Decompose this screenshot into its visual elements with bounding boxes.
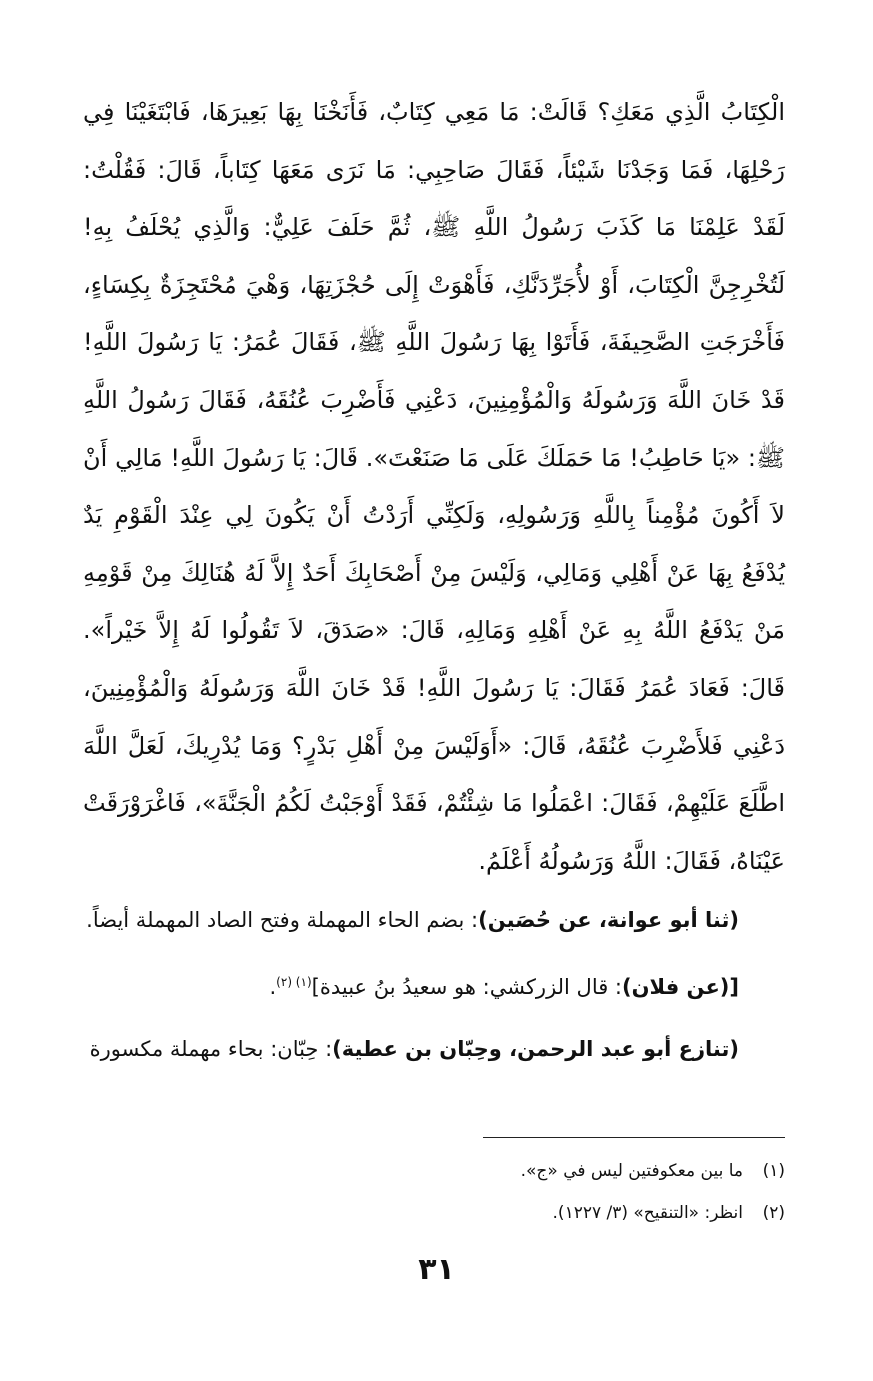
footnote-number: (٢): [762, 1203, 785, 1223]
hadith-paragraph: الْكِتَابُ الَّذِي مَعَكِ؟ قَالَتْ: مَا مَعِي كِتَابٌ، فَأَنَخْنَا بِهَا بَعِيرَهَا، فَابْتَغَيْنَا فِي رَحْلِهَا، فَمَا وَجَدْنَا شَيْئاً، فَقَالَ صَاحِبِي: مَا نَرَى مَعَهَا كِتَاباً، قَالَ: فَقُلْتُ: لَقَدْ عَلِمْنَا مَا كَذَبَ رَسُولُ اللَّهِ ﷺ، ثُمَّ حَلَفَ عَلِيٌّ: وَالَّذِي يُحْلَفُ بِهِ! لَتُخْرِجِنَّ الْكِتَابَ، أَوْ لأُجَرِّدَنَّكِ، فَأَهْوَتْ إِلَى حُجْزَتِهَا، وَهْيَ مُحْتَجِزَةٌ بِكِسَاءٍ، فَأَخْرَجَتِ الصَّحِيفَةَ، فَأَتَوْا بِهَا رَسُولَ اللَّهِ ﷺ، فَقَالَ عُمَرُ: يَا رَسُولَ اللَّهِ! قَدْ خَانَ اللَّهَ وَرَسُولَهُ وَالْمُؤْمِنِينَ، دَعْنِي فَأَضْرِبَ عُنُقَهُ، فَقَالَ رَسُولُ اللَّهِ ﷺ: «يَا حَاطِبُ! مَا حَمَلَكَ عَلَى مَا صَنَعْتَ». قَالَ: يَا رَسُولَ اللَّهِ! مَالِي أَنْ لاَ أَكُونَ مُؤْمِناً بِاللَّهِ وَرَسُولِهِ، وَلَكِنِّي أَرَدْتُ أَنْ يَكُونَ لِي عِنْدَ الْقَوْمِ يَدٌ يُدْفَعُ بِهَا عَنْ أَهْلِي وَمَالِي، وَلَيْسَ مِنْ أَصْحَابِكَ أَحَدٌ إِلاَّ لَهُ هُنَالِكَ مِنْ قَوْمِهِ مَنْ يَدْفَعُ اللَّهُ بِهِ عَنْ أَهْلِهِ وَمَالِهِ، قَالَ: «صَدَقَ، لاَ تَقُولُوا لَهُ إِلاَّ خَيْراً». قَالَ: فَعَادَ عُمَرُ فَقَالَ: يَا رَسُولَ اللَّهِ! قَدْ خَانَ اللَّهَ وَرَسُولَهُ وَالْمُؤْمِنِينَ، دَعْنِي فَلأَضْرِبَ عُنُقَهُ، قَالَ: «أَوَلَيْسَ مِنْ أَهْلِ بَدْرٍ؟ وَمَا يُدْرِيكَ، لَعَلَّ اللَّهَ اطَّلَعَ عَلَيْهِمْ، فَقَالَ: اعْمَلُوا مَا شِئْتُمْ، فَقَدْ أَوْجَبْتُ لَكُمُ الْجَنَّةَ»، فَاغْرَوْرَقَتْ عَيْنَاهُ، فَقَالَ: اللَّهُ وَرَسُولُهُ أَعْلَمُ.: [83, 98, 785, 875]
footnote-text: ما بين معكوفتين ليس في «ج».: [520, 1161, 743, 1181]
commentary-text: : حِبّان: بحاء مهملة مكسورة: [89, 1037, 333, 1061]
footnote-item: [83, 1192, 785, 1234]
footnote-text: انظر: «التنقيح» (٣/ ١٢٢٧).: [552, 1203, 743, 1223]
hadith-text-block: [83, 84, 785, 890]
footnotes-block: [83, 1150, 785, 1234]
footnote-divider: [483, 1137, 785, 1138]
bracket-close: ]: [311, 975, 320, 999]
commentary-lemma: (ثنا أبو عوانة، عن حُصَين): [478, 908, 739, 932]
commentary-text: : قال الزركشي: هو سعيدُ بنُ عبيدة: [319, 975, 623, 999]
commentary-lemma: (عن فلان): [622, 975, 730, 999]
commentary-lemma: (تنازع أبو عبد الرحمن، وحِبّان بن عطية): [332, 1037, 739, 1061]
footnote-item: [83, 1150, 785, 1192]
footnote-number: (١): [762, 1161, 785, 1181]
commentary-end: .: [269, 975, 277, 999]
footnote-reference: (١) (٢): [276, 975, 312, 989]
commentary-paragraph: [83, 955, 785, 1014]
page-number: ٣١: [418, 1252, 455, 1287]
commentary-paragraph: [83, 893, 785, 947]
commentary-text: : بضم الحاء المهملة وفتح الصاد المهملة أيضاً.: [86, 908, 479, 932]
commentary-block: [83, 893, 785, 1076]
bracket-open: [: [729, 975, 739, 999]
commentary-paragraph: [83, 1022, 785, 1076]
